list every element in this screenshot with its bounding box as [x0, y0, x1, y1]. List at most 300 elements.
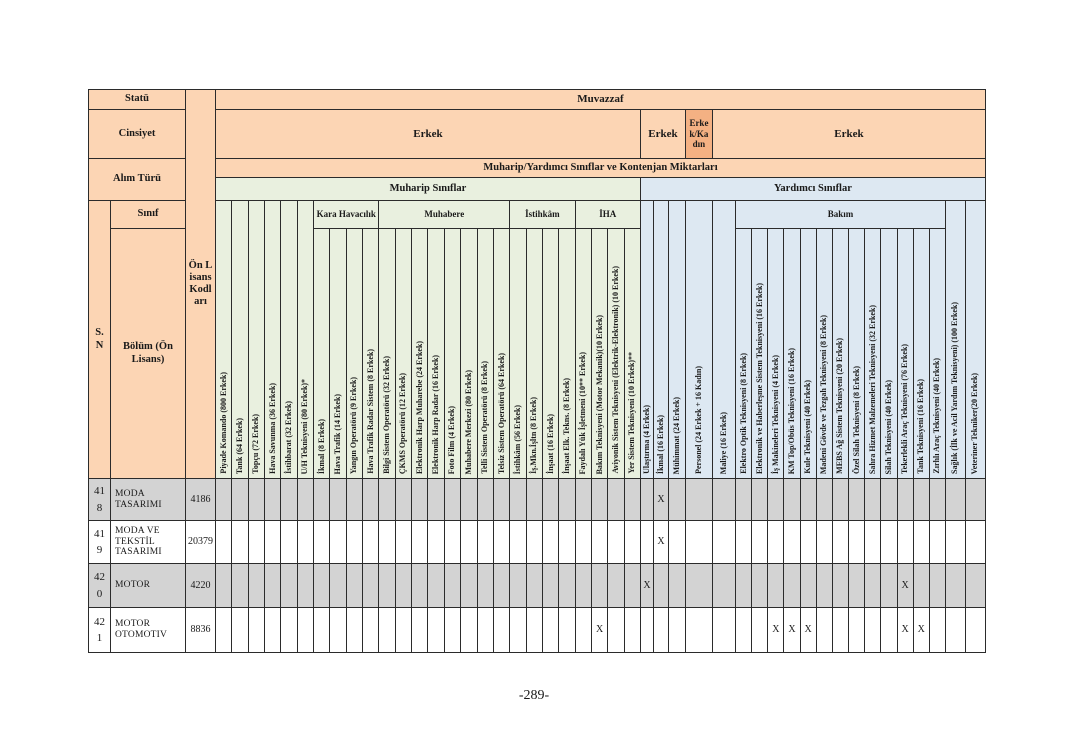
quota-cell: [232, 564, 248, 608]
quota-cell: [363, 608, 379, 653]
quota-cell: [669, 564, 686, 608]
quota-cell: [559, 479, 575, 521]
quota-cell: [881, 564, 897, 608]
column-header-label: Bakım Teknisyeni (Motor Mekanik)(10 Erkek): [594, 314, 604, 474]
column-header-label: Telsiz Sistem Operatörü (64 Erkek): [496, 352, 506, 474]
quota-cell: [379, 479, 395, 521]
quota-cell: [592, 564, 608, 608]
column-header-label: Telli Sistem Operatörü (8 Erkek): [480, 361, 490, 474]
quota-cell: [543, 564, 559, 608]
quota-cell: [379, 564, 395, 608]
quota-cell: [461, 479, 477, 521]
quota-cell: [865, 564, 881, 608]
quota-cell: [527, 521, 543, 564]
quota-cell: [428, 564, 444, 608]
quota-cell: [930, 564, 946, 608]
header-yardimci-siniflar: Yardımcı Sınıflar: [641, 178, 986, 201]
column-header-label: Hava Trafik Radar Sistem (8 Erkek): [365, 349, 375, 474]
quota-cell: [576, 479, 592, 521]
quota-cell: [686, 608, 713, 653]
quota-cell: [461, 564, 477, 608]
column-header-rotated: [379, 229, 395, 479]
column-header-rotated: [298, 201, 314, 479]
column-header-rotated: [784, 229, 800, 479]
column-header-rotated: [801, 229, 817, 479]
quota-cell: [849, 564, 865, 608]
quota-cell: [865, 608, 881, 653]
quota-cell: [281, 564, 297, 608]
quota-cell: [216, 608, 232, 653]
column-header-label: Elektronik Harp Muharebe (24 Erkek): [414, 340, 424, 474]
column-header-label: Tank (64 Erkek): [235, 417, 245, 474]
column-header-label: Kule Teknisyeni (40 Erkek): [803, 380, 813, 474]
quota-cell: [849, 608, 865, 653]
quota-cell: [232, 521, 248, 564]
column-header-label: ÇKMS Operatörü (12 Erkek): [398, 372, 408, 474]
header-bolum: Bölüm (Ön Lisans): [111, 229, 186, 479]
quota-cell: [298, 564, 314, 608]
column-header-rotated: [428, 229, 444, 479]
quota-cell: [314, 564, 330, 608]
quota-cell: [216, 521, 232, 564]
quota-cell: [428, 479, 444, 521]
quota-cell: [347, 521, 363, 564]
quota-cell: [576, 564, 592, 608]
quota-cell: [608, 564, 624, 608]
column-header-rotated: [543, 229, 559, 479]
quota-cell: [914, 521, 930, 564]
quota-cell: [576, 521, 592, 564]
quota-cell: [559, 521, 575, 564]
row-bolum: MOTOR: [111, 564, 186, 608]
column-header-label: Sağlık (İlk ve Acil Yardım Teknisyeni) (100 Erkek): [950, 302, 960, 474]
quota-cell: [298, 608, 314, 653]
quota-cell: [946, 564, 966, 608]
column-header-rotated: [216, 201, 232, 479]
header-gender-erkek-3: Erkek: [713, 110, 986, 159]
quota-cell: [736, 608, 752, 653]
quota-cell: [412, 608, 428, 653]
quota-cell: [736, 564, 752, 608]
row-sn: 421: [89, 608, 111, 653]
quota-cell: [833, 608, 849, 653]
column-header-label: Veteriner Tekniker(20 Erkek): [970, 372, 980, 474]
column-header-rotated: [817, 229, 833, 479]
quota-cell: [314, 479, 330, 521]
quota-cell: [833, 479, 849, 521]
quota-cell: [801, 479, 817, 521]
quota-cell: [461, 521, 477, 564]
column-header-rotated: [265, 201, 281, 479]
quota-cell: [412, 521, 428, 564]
quota-cell: [752, 608, 768, 653]
header-gender-erkek-kadin: Erkek/Kadın: [686, 110, 713, 159]
quota-cell: [527, 479, 543, 521]
quota-cell: [281, 521, 297, 564]
column-header-rotated: [914, 229, 930, 479]
quota-cell: [849, 479, 865, 521]
quota-cell: [347, 608, 363, 653]
quota-cell: [510, 564, 526, 608]
column-header-rotated: [592, 229, 608, 479]
quota-cell: [768, 521, 784, 564]
column-header-rotated: [232, 201, 248, 479]
quota-cell: X: [592, 608, 608, 653]
quota-cell: [543, 479, 559, 521]
column-header-rotated: [641, 201, 654, 479]
column-header-rotated: [330, 229, 346, 479]
quota-cell: [428, 521, 444, 564]
column-header-rotated: [736, 229, 752, 479]
column-header-rotated: [713, 201, 736, 479]
quota-cell: [396, 479, 412, 521]
quota-cell: [784, 521, 800, 564]
quota-cell: [592, 479, 608, 521]
quota-cell: [445, 479, 461, 521]
quota-cell: X: [898, 608, 914, 653]
column-header-rotated: [946, 201, 966, 479]
quota-cell: [686, 479, 713, 521]
column-header-label: Silah Teknisyeni (40 Erkek): [883, 379, 893, 474]
quota-cell: [608, 479, 624, 521]
header-muvazzaf: Muvazzaf: [216, 90, 986, 110]
quota-cell: [736, 479, 752, 521]
quota-cell: [946, 479, 966, 521]
quota-cell: [736, 521, 752, 564]
column-header-label: Elektronik ve Haberleşme Sistem Teknisyeni (16 Erkek): [754, 283, 764, 474]
quota-cell: [592, 521, 608, 564]
column-header-label: Zırhlı Araç Teknisyeni (40 Erkek): [932, 358, 942, 474]
row-bolum: MODA VE TEKSTİL TASARIMI: [111, 521, 186, 564]
column-header-label: Aviyonik Sistem Teknisyeni (Elektrik-Elektronik) (10 Erkek): [610, 266, 620, 474]
quota-cell: [216, 564, 232, 608]
header-alim-turu: Alım Türü: [89, 159, 186, 201]
quota-cell: [478, 479, 494, 521]
quota-cell: [249, 608, 265, 653]
quota-cell: [298, 521, 314, 564]
column-header-rotated: [445, 229, 461, 479]
column-header-label: Ulaştırma (4 Erkek): [641, 405, 651, 474]
quota-cell: [914, 479, 930, 521]
quota-cell: [298, 479, 314, 521]
quota-cell: [625, 479, 641, 521]
column-header-label: Hava Savunma (36 Erkek): [267, 383, 277, 474]
quota-cell: [608, 521, 624, 564]
quota-cell: [478, 608, 494, 653]
quota-cell: [625, 564, 641, 608]
column-header-label: Tekerlekli Araç Teknisyeni (76 Erkek): [900, 344, 910, 474]
quota-cell: [752, 479, 768, 521]
column-header-label: Madeni Gövde ve Tezgah Teknisyeni (8 Erkek): [819, 314, 829, 474]
quota-cell: [801, 521, 817, 564]
column-header-label: Mühimmat (24 Erkek): [671, 396, 681, 474]
quota-cell: [784, 479, 800, 521]
quota-cell: [330, 564, 346, 608]
quota-cell: X: [914, 608, 930, 653]
quota-cell: [669, 608, 686, 653]
column-header-label: İnşaat Elk. Tekns. (8 Erkek): [561, 377, 571, 474]
quota-cell: [752, 521, 768, 564]
quota-cell: [379, 608, 395, 653]
quota-cell: [898, 479, 914, 521]
quota-cell: X: [654, 521, 669, 564]
row-kod: 4186: [186, 479, 216, 521]
quota-cell: [641, 479, 654, 521]
quota-cell: [510, 479, 526, 521]
column-header-label: Özel Silah Teknisyeni (8 Erkek): [851, 365, 861, 474]
quota-cell: [768, 479, 784, 521]
header-sn: S. N: [89, 201, 111, 479]
quota-cell: [966, 608, 986, 653]
quota-cell: [817, 521, 833, 564]
column-header-label: İkmal (16 Erkek): [655, 414, 665, 474]
quota-cell: [363, 521, 379, 564]
quota-cell: [445, 608, 461, 653]
column-header-label: Elektronik Harp Radar (16 Erkek): [431, 354, 441, 474]
column-header-rotated: [898, 229, 914, 479]
quota-cell: [330, 479, 346, 521]
column-header-rotated: [281, 201, 297, 479]
quota-cell: [966, 521, 986, 564]
header-sinif: Sınıf: [111, 201, 186, 229]
row-bolum: MOTOR OTOMOTIV: [111, 608, 186, 653]
quota-cell: X: [801, 608, 817, 653]
quota-cell: [833, 521, 849, 564]
row-sn: 418: [89, 479, 111, 521]
column-header-rotated: [833, 229, 849, 479]
quota-cell: [559, 608, 575, 653]
quota-cell: [412, 479, 428, 521]
quota-cell: [865, 521, 881, 564]
quota-cell: [559, 564, 575, 608]
quota-cell: [898, 521, 914, 564]
quota-cell: [641, 521, 654, 564]
quota-cell: [265, 608, 281, 653]
quota-cell: [396, 608, 412, 653]
column-header-rotated: [363, 229, 379, 479]
quota-cell: [527, 564, 543, 608]
quota-cell: [713, 564, 736, 608]
column-header-label: U/H Teknisyeni (80 Erkek)*: [300, 378, 310, 474]
quota-cell: [881, 608, 897, 653]
quota-cell: [249, 564, 265, 608]
column-header-rotated: [510, 229, 526, 479]
column-header-rotated: [752, 229, 768, 479]
header-statu: Statü: [89, 90, 186, 110]
quota-cell: [865, 479, 881, 521]
quota-cell: [625, 521, 641, 564]
column-header-rotated: [249, 201, 265, 479]
quota-cell: [379, 521, 395, 564]
quota-cell: [817, 564, 833, 608]
quota-cell: [396, 521, 412, 564]
column-header-rotated: [865, 229, 881, 479]
quota-cell: X: [898, 564, 914, 608]
column-header-rotated: [347, 229, 363, 479]
group-header-4: İHA: [576, 201, 641, 229]
column-header-rotated: [461, 229, 477, 479]
quota-cell: [669, 479, 686, 521]
quota-cell: [461, 608, 477, 653]
column-header-rotated: [576, 229, 592, 479]
quota-cell: [686, 521, 713, 564]
quota-cell: [713, 608, 736, 653]
quota-cell: [249, 479, 265, 521]
quota-cell: [784, 564, 800, 608]
quota-cell: [478, 564, 494, 608]
quota-cell: [330, 608, 346, 653]
column-header-rotated: [881, 229, 897, 479]
column-header-label: Elektro Optik Teknisyeni (8 Erkek): [738, 353, 748, 474]
quota-cell: [428, 608, 444, 653]
quota-cell: [881, 479, 897, 521]
row-sn: 419: [89, 521, 111, 564]
column-header-label: Faydalı Yük İşletmeni (10** Erkek): [578, 351, 588, 474]
quota-cell: [641, 608, 654, 653]
column-header-label: Hava Trafik (14 Erkek): [333, 393, 343, 474]
quota-cell: [817, 479, 833, 521]
quota-cell: [249, 521, 265, 564]
quota-cell: [576, 608, 592, 653]
quota-cell: [801, 564, 817, 608]
quota-cell: [608, 608, 624, 653]
header-gender-erkek-1: Erkek: [216, 110, 641, 159]
column-header-label: Bilgi Sistem Operatörü (32 Erkek): [382, 356, 392, 474]
quota-cell: [494, 479, 510, 521]
column-header-label: Sahra Hizmet Malzemeleri Teknisyeni (32 Erkek): [867, 304, 877, 474]
quota-cell: [930, 521, 946, 564]
quota-cell: [494, 521, 510, 564]
quota-cell: [881, 521, 897, 564]
column-header-rotated: [669, 201, 686, 479]
quota-cell: [914, 564, 930, 608]
column-header-rotated: [686, 201, 713, 479]
quota-cell: [966, 479, 986, 521]
quota-cell: [930, 479, 946, 521]
quota-cell: X: [641, 564, 654, 608]
column-header-label: Yer Sistem Teknisyeni (10 Erkek)**: [627, 352, 637, 474]
header-kontenjan: Muharip/Yardımcı Sınıflar ve Kontenjan Miktarları: [216, 159, 986, 178]
quota-cell: [412, 564, 428, 608]
quota-cell: [281, 608, 297, 653]
quota-cell: [510, 521, 526, 564]
quota-cell: [232, 608, 248, 653]
quota-cell: [396, 564, 412, 608]
column-header-label: Personel (24 Erkek + 16 Kadın): [693, 366, 703, 474]
column-header-rotated: [527, 229, 543, 479]
column-header-rotated: [849, 229, 865, 479]
column-header-label: MEBS Ağ Sistem Teknisyeni (20 Erkek): [835, 338, 845, 474]
column-header-label: İstihbarat (32 Erkek): [284, 401, 294, 474]
page-number: -289-: [518, 688, 550, 703]
column-header-rotated: [396, 229, 412, 479]
row-kod: 20379: [186, 521, 216, 564]
column-header-rotated: [625, 229, 641, 479]
column-header-rotated: [768, 229, 784, 479]
quota-cell: [966, 564, 986, 608]
quota-cell: [527, 608, 543, 653]
quota-cell: [314, 521, 330, 564]
quota-cell: [281, 479, 297, 521]
column-header-rotated: [314, 229, 330, 479]
group-header-3: İstihkâm: [510, 201, 575, 229]
column-header-rotated: [478, 229, 494, 479]
quota-cell: [494, 564, 510, 608]
column-header-label: Muhabere Merkezi (80 Erkek): [463, 369, 473, 474]
quota-cell: [347, 564, 363, 608]
row-bolum: MODA TASARIMI: [111, 479, 186, 521]
quota-cell: [752, 564, 768, 608]
quota-cell: [946, 521, 966, 564]
quota-cell: [768, 564, 784, 608]
column-header-label: Topçu (72 Erkek): [251, 414, 261, 474]
quota-cell: [478, 521, 494, 564]
quota-cell: [833, 564, 849, 608]
quota-cell: [686, 564, 713, 608]
quota-cell: [445, 521, 461, 564]
column-header-label: İş.Mkn.İşltn (8 Erkek): [529, 397, 539, 474]
quota-cell: [543, 521, 559, 564]
quota-cell: X: [768, 608, 784, 653]
quota-table: [88, 89, 986, 653]
column-header-rotated: [412, 229, 428, 479]
row-kod: 4220: [186, 564, 216, 608]
quota-cell: [347, 479, 363, 521]
quota-cell: [265, 521, 281, 564]
column-header-label: İş Makineleri Teknisyeni (4 Erkek): [770, 354, 780, 474]
quota-cell: [232, 479, 248, 521]
column-header-label: İnşaat (16 Erkek): [545, 413, 555, 474]
quota-cell: [713, 479, 736, 521]
quota-cell: [363, 564, 379, 608]
quota-cell: [543, 608, 559, 653]
column-header-label: Maliye (16 Erkek): [718, 411, 728, 474]
quota-cell: [265, 479, 281, 521]
group-header-5: Bakım: [736, 201, 946, 229]
quota-cell: [265, 564, 281, 608]
group-header-1: Kara Havacılık: [314, 201, 379, 229]
quota-cell: [669, 521, 686, 564]
quota-cell: [713, 521, 736, 564]
column-header-label: Tank Teknisyeni (16 Erkek): [916, 379, 926, 474]
quota-cell: [654, 564, 669, 608]
header-gender-erkek-2: Erkek: [641, 110, 686, 159]
quota-cell: [445, 564, 461, 608]
column-header-rotated: [494, 229, 510, 479]
quota-cell: [510, 608, 526, 653]
quota-cell: [654, 608, 669, 653]
column-header-rotated: [559, 229, 575, 479]
quota-cell: [216, 479, 232, 521]
quota-cell: X: [654, 479, 669, 521]
row-kod: 8836: [186, 608, 216, 653]
quota-cell: [946, 608, 966, 653]
quota-cell: [930, 608, 946, 653]
header-cinsiyet: Cinsiyet: [89, 110, 186, 159]
header-on-lisans-kodlari: Ön Lisans Kodları: [186, 90, 216, 479]
column-header-rotated: [966, 201, 986, 479]
column-header-rotated: [608, 229, 624, 479]
quota-cell: [849, 521, 865, 564]
column-header-rotated: [930, 229, 946, 479]
quota-cell: [494, 608, 510, 653]
column-header-label: KM Top/Obüs Teknisyeni (16 Erkek): [786, 347, 796, 474]
quota-cell: [817, 608, 833, 653]
column-header-label: İkmal (8 Erkek): [316, 418, 326, 474]
quota-cell: [363, 479, 379, 521]
quota-cell: [330, 521, 346, 564]
group-header-2: Muhabere: [379, 201, 510, 229]
